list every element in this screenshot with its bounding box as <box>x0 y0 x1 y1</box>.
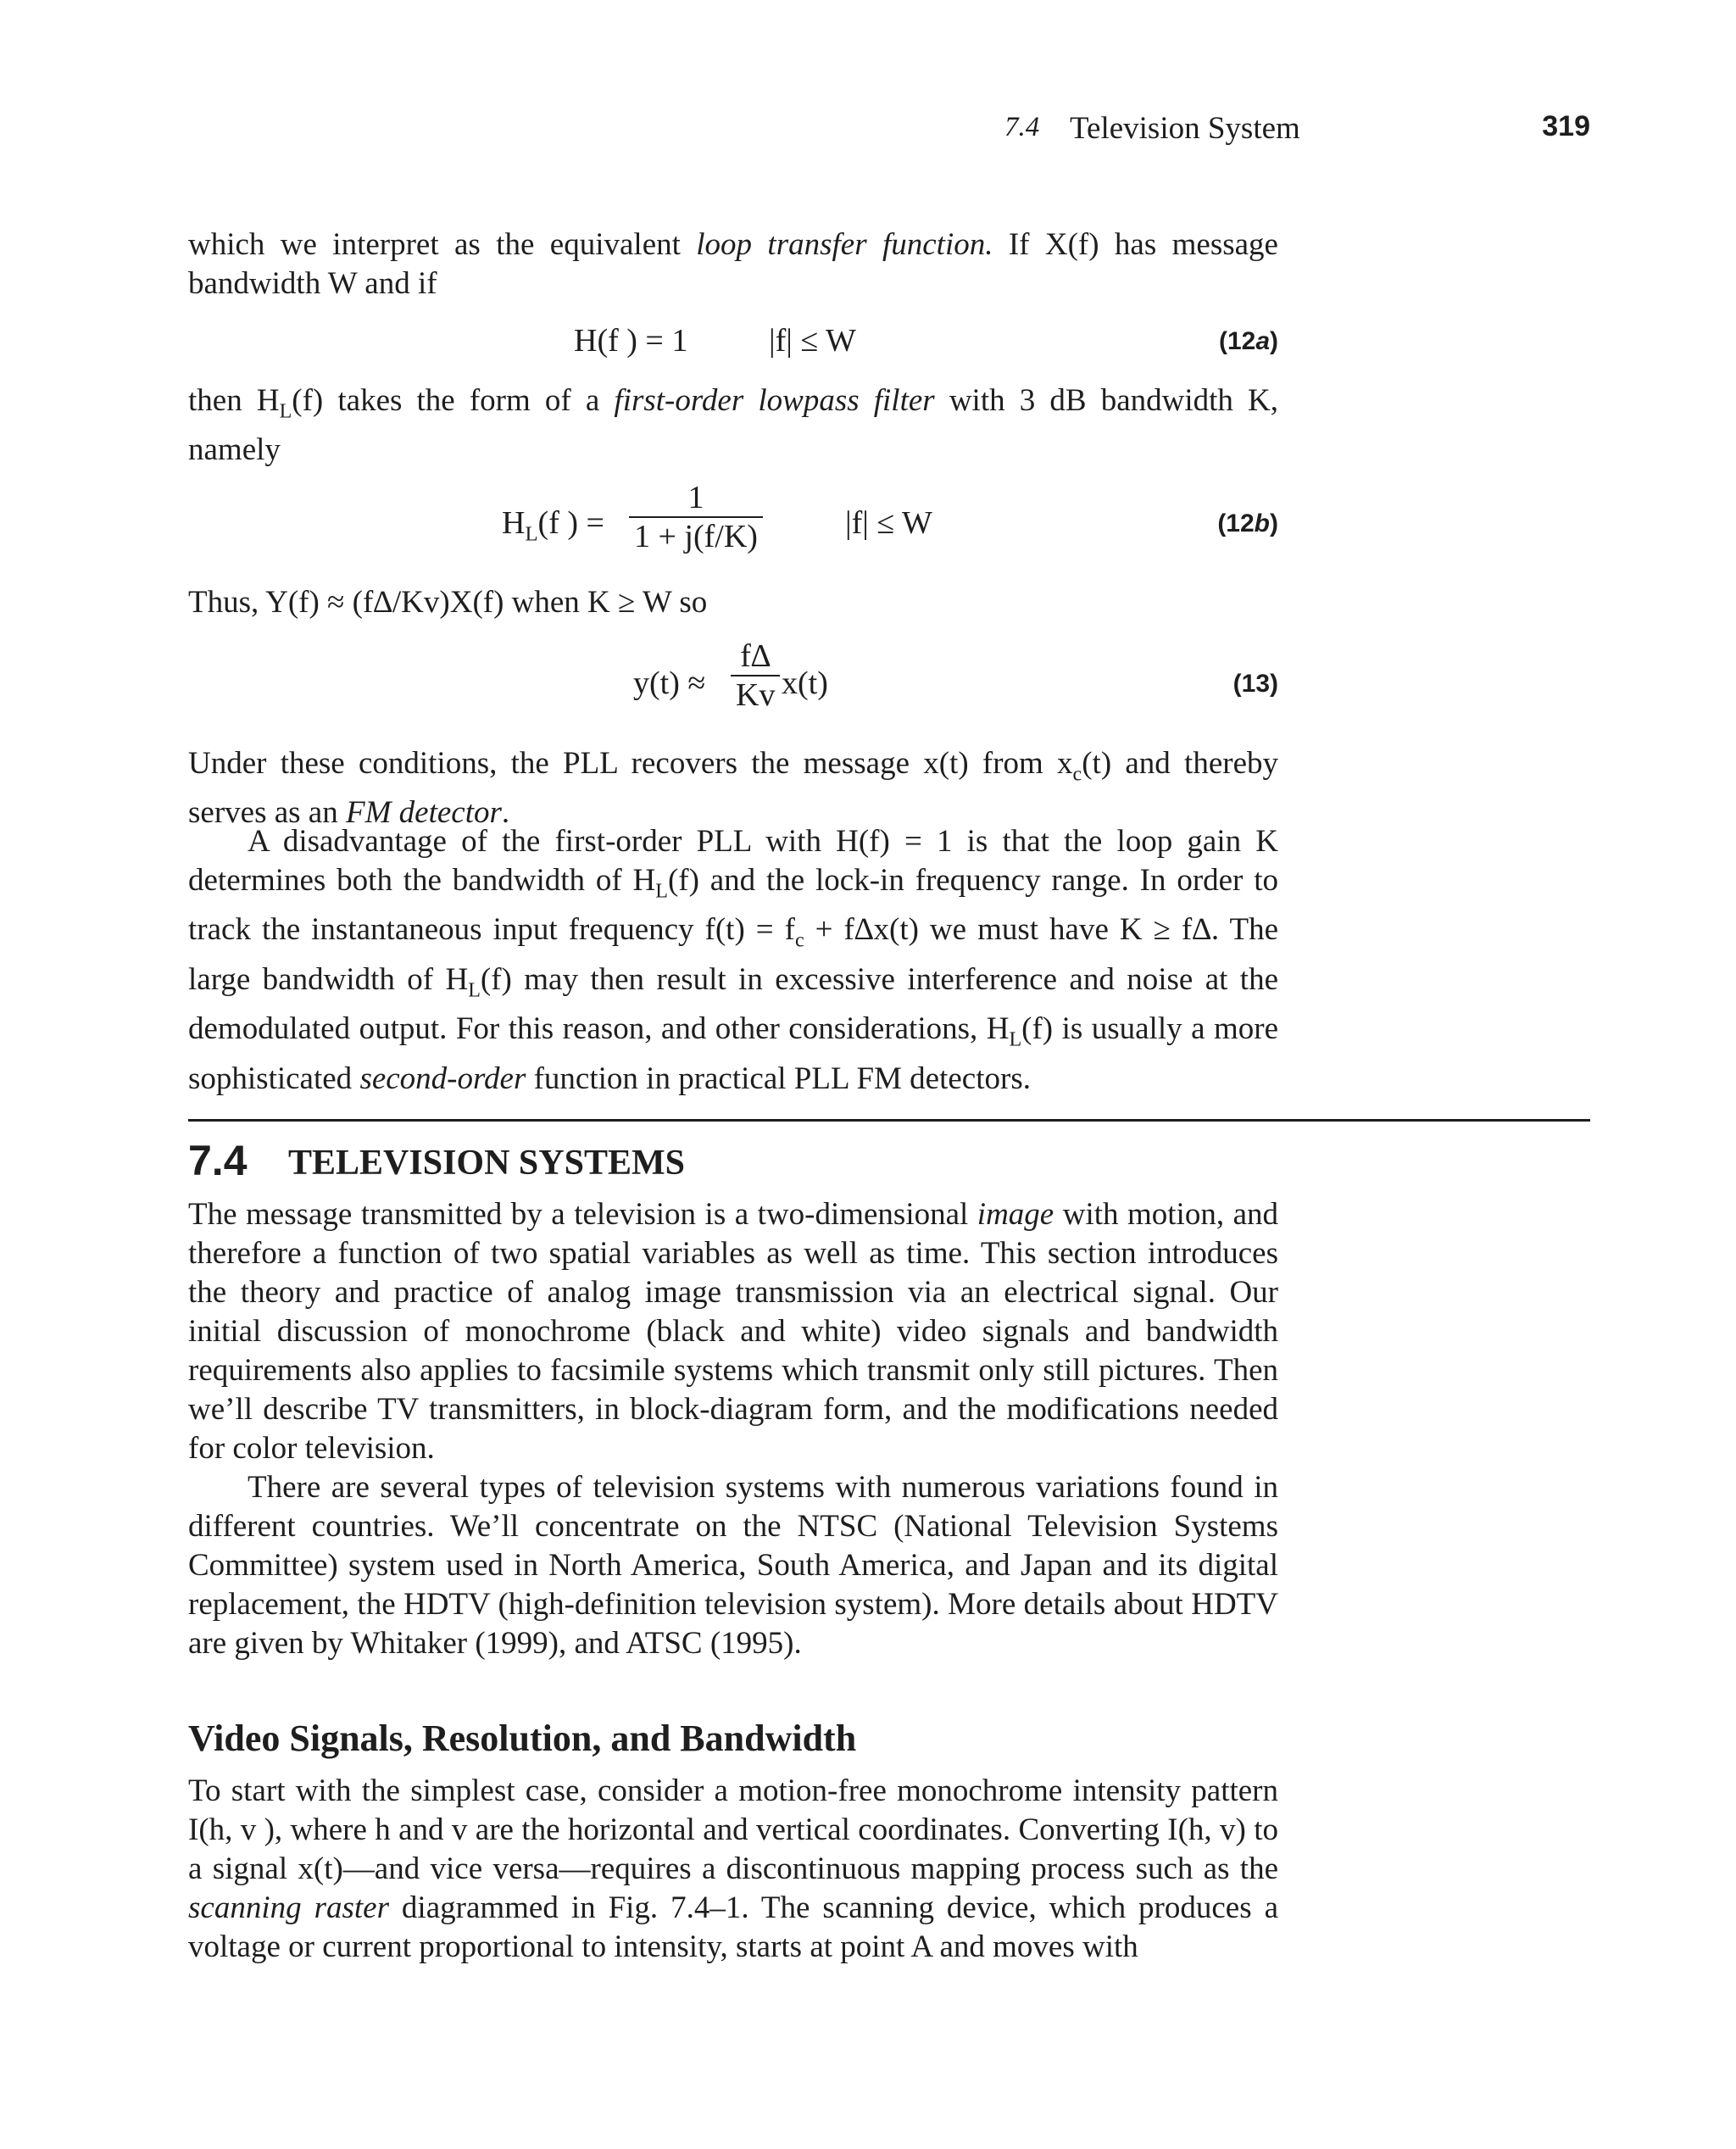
equation-12a <box>188 322 1278 365</box>
equation-13-fraction <box>731 637 780 714</box>
pll-disadvantage-paragraph: A disadvantage of the first-order PLL with H(f) = 1 is that the loop gain K determines both the bandwidth of $H_L(f)$ and the lock-in frequency range. In order to track the instantaneous input frequency $f(t) = f_c + f\Delta x(t)$ we must have K ≥ f∆. The large bandwidth of $H_L(f)$ may then result in excessive interference and noise at the demodulated output. For this reason, and other considerations, $H_L(f)$ is usually a more sophisticated second-order function in practical PLL FM detectors. <box>188 824 1278 1096</box>
section-number: 7.4 <box>188 1137 248 1184</box>
video-signals-paragraph: To start with the simplest case, consider a motion-free monochrome intensity pattern I(h, v ), where h and v are the horizontal and vertical coordinates. Converting I(h, v) to a signal x(t)—and vice versa—requires a discontinuous mapping process such as the scanning raster diagrammed in Fig. 7.4–1. The scanning device, which produces a voltage or current proportional to intensity, starts at point A and moves with <box>188 1773 1278 1964</box>
lowpass-paragraph: then $H_L(f)$ takes the form of a first-order lowpass filter with 3 dB bandwidth K, namely <box>188 383 1278 468</box>
equation-13-rhs: x(t) <box>782 665 828 701</box>
equation-13-denominator: Kv <box>731 675 780 714</box>
intro-paragraph: which we interpret as the equivalent loop transfer function. If X(f) has message bandwidth W and if <box>188 227 1278 301</box>
equation-13 <box>188 637 1278 731</box>
equation-12a-condition: |f| ≤ W <box>769 323 856 359</box>
television-systems-paragraph: There are several types of television systems with numerous variations found in different countries. We’ll concentrate on the NTSC (National Television Systems Committee) system used in North America, South America, and Japan and its digital replacement, the HDTV (high-definition television system). More details about HDTV are given by Whitaker (1999), and ATSC (1995). <box>188 1470 1278 1661</box>
equation-12a-label: (12a) <box>1218 327 1278 355</box>
running-head-title: Television System <box>1070 111 1300 146</box>
equation-13-lhs: y(t) ≈ <box>633 665 706 701</box>
equation-13-label: (13) <box>1232 670 1278 698</box>
section-title: TELEVISION SYSTEMS <box>288 1144 686 1183</box>
equation-12b <box>188 479 1278 572</box>
equation-12b-lhs: $H_L(f$ ) = <box>502 505 604 546</box>
running-head <box>0 110 1736 148</box>
equation-13-numerator: f∆ <box>740 638 771 674</box>
subsection-title: Video Signals, Resolution, and Bandwidth <box>188 1718 857 1759</box>
equation-12b-condition: |f| ≤ W <box>845 505 932 541</box>
equation-12b-denominator: 1 + j(f/K) <box>629 516 763 555</box>
television-intro-paragraph: The message transmitted by a television is a two-dimensional image with motion, and therefore a function of two spatial variables as well as time. This section introduces the theory and practice of analog image transmission via an electrical signal. Our initial discussion of monochrome (black and white) video signals and bandwidth requirements also applies to facsimile systems which transmit only still pictures. Then we’ll describe TV transmitters, in block-diagram form, and the modifications needed for color television. <box>188 1197 1278 1466</box>
pll-conditions-paragraph: Under these conditions, the PLL recovers the message x(t) from $x_c(t)$ and thereby serves as an FM detector. <box>188 746 1278 831</box>
page-number: 319 <box>1542 110 1590 142</box>
section-divider <box>188 1119 1590 1122</box>
equation-12b-fraction <box>629 479 763 555</box>
equation-12a-expression: H(f ) = 1 <box>574 323 688 359</box>
running-head-section-number: 7.4 <box>1004 112 1040 142</box>
equation-12b-label: (12b) <box>1217 509 1278 537</box>
thus-line: Thus, Y(f) ≈ (f∆/Kv)X(f) when K ≥ W so <box>188 585 708 620</box>
equation-12b-numerator: 1 <box>687 480 704 515</box>
